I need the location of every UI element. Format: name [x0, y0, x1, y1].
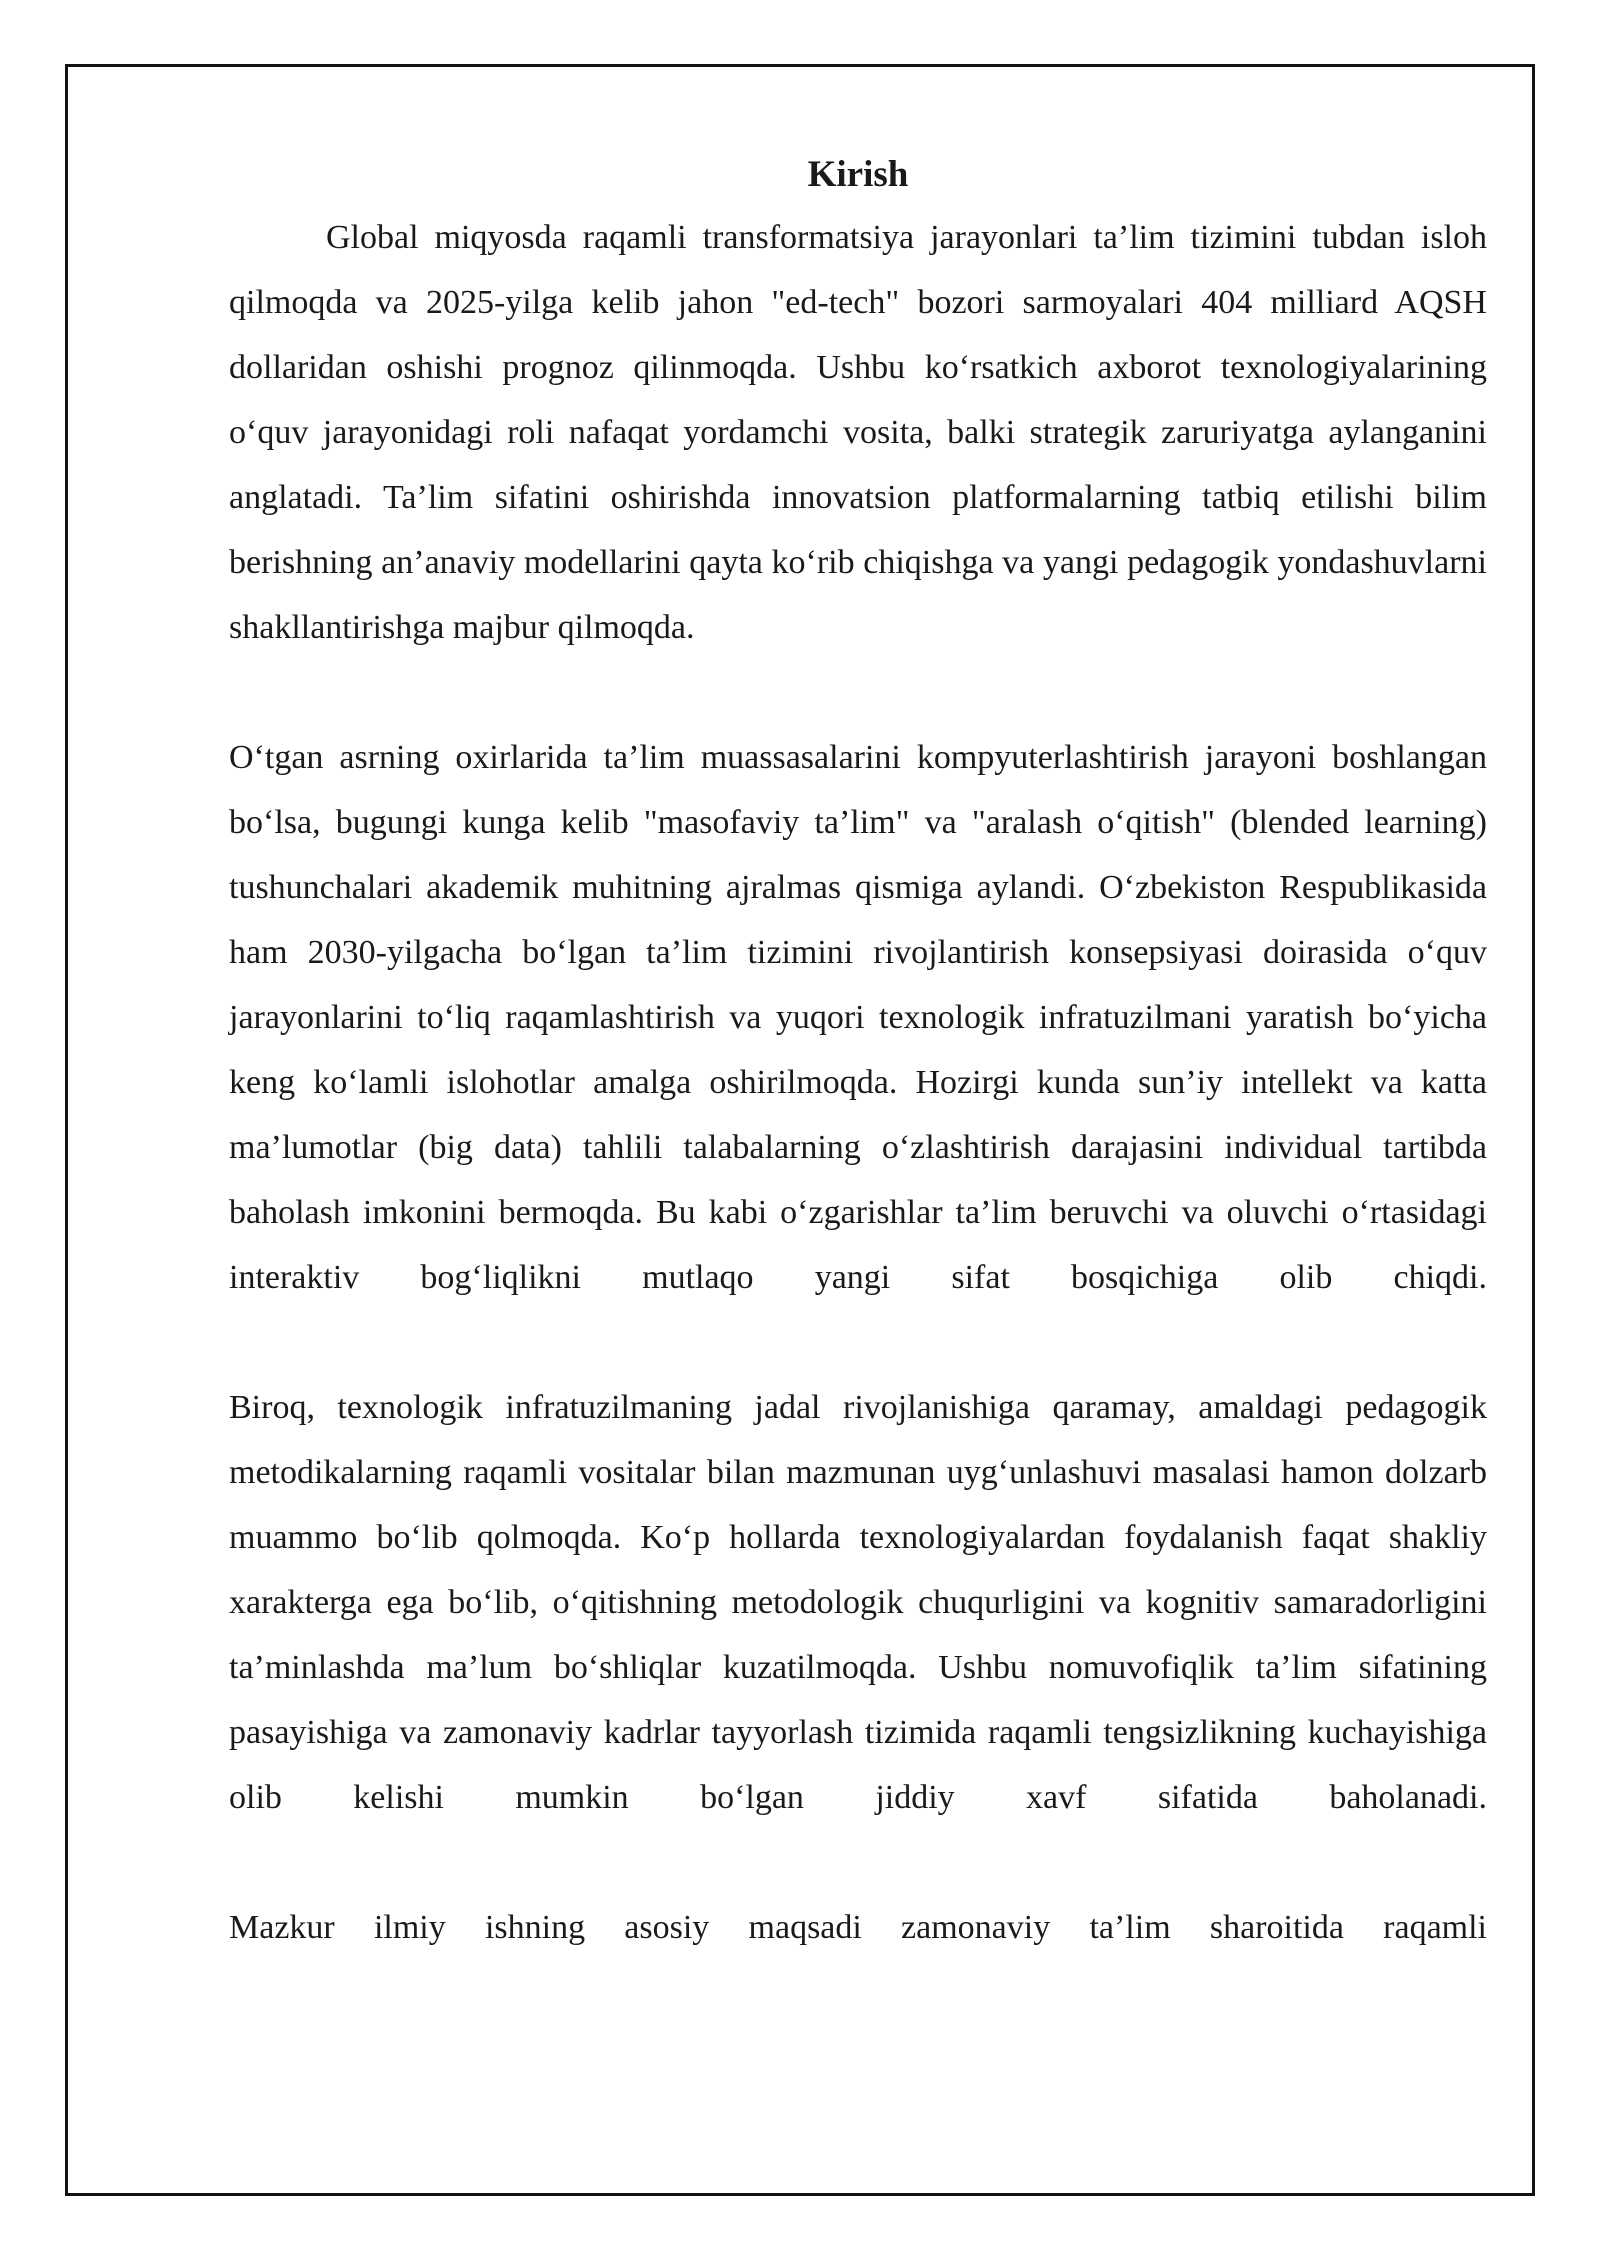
paragraph-spacer [229, 1310, 1487, 1375]
paragraph-2: Oʻtgan asrning oxirlarida ta’lim muassasalarini kompyuterlashtirish jarayoni boshlangan boʻlsa, bugungi kunga kelib "masofaviy ta’lim" va "aralash oʻqitish" (blended learning) tushunchalari akademik muhitning ajralmas qismiga aylandi. Oʻzbekiston Respublikasida ham 2030-yilgacha boʻlgan ta’lim tizimini rivojlantirish konsepsiyasi doirasida oʻquv jarayonlarini toʻliq raqamlashtirish va yuqori texnologik infratuzilmani yaratish boʻyicha keng koʻlamli islohotlar amalga oshirilmoqda. Hozirgi kunda sun’iy intellekt va katta ma’lumotlar (big data) tahlili talabalarning oʻzlashtirish darajasini individual tartibda baholash imkonini bermoqda. Bu kabi oʻzgarishlar ta’lim beruvchi va oluvchi oʻrtasidagi interaktiv bogʻliqlikni mutlaqo yangi sifat bosqichiga olib chiqdi. [229, 739, 1487, 1296]
document-body [229, 145, 1487, 1960]
paragraph-1: Global miqyosda raqamli transformatsiya jarayonlari ta’lim tizimini tubdan isloh qilmoqda va 2025-yilga kelib jahon "ed-tech" bozori sarmoyalari 404 milliard AQSH dollaridan oshishi prognoz qilinmoqda. Ushbu koʻrsatkich axborot texnologiyalarining oʻquv jarayonidagi roli nafaqat yordamchi vosita, balki strategik zaruriyatga aylanganini anglatadi. Ta’lim sifatini oshirishda innovatsion platformalarning tatbiq etilishi bilim berishning an’anaviy modellarini qayta koʻrib chiqishga va yangi pedagogik yondashuvlarni shakllantirishga majbur qilmoqda. [229, 219, 1487, 646]
paragraph-3: Biroq, texnologik infratuzilmaning jadal rivojlanishiga qaramay, amaldagi pedagogik metodikalarning raqamli vositalar bilan mazmunan uygʻunlashuvi masalasi hamon dolzarb muammo boʻlib qolmoqda. Koʻp hollarda texnologiyalardan foydalanish faqat shakliy xarakterga ega boʻlib, oʻqitishning metodologik chuqurligini va kognitiv samaradorligini ta’minlashda ma’lum boʻshliqlar kuzatilmoqda. Ushbu nomuvofiqlik ta’lim sifatining pasayishiga va zamonaviy kadrlar tayyorlash tizimida raqamli tengsizlikning kuchayishiga olib kelishi mumkin boʻlgan jiddiy xavf sifatida baholanadi. [229, 1389, 1487, 1816]
paragraph-spacer [229, 1830, 1487, 1895]
paragraph-spacer [229, 660, 1487, 725]
document-title: Kirish [807, 154, 909, 195]
paragraph-4: Mazkur ilmiy ishning asosiy maqsadi zamonaviy ta’lim sharoitida raqamli [229, 1909, 1487, 1946]
